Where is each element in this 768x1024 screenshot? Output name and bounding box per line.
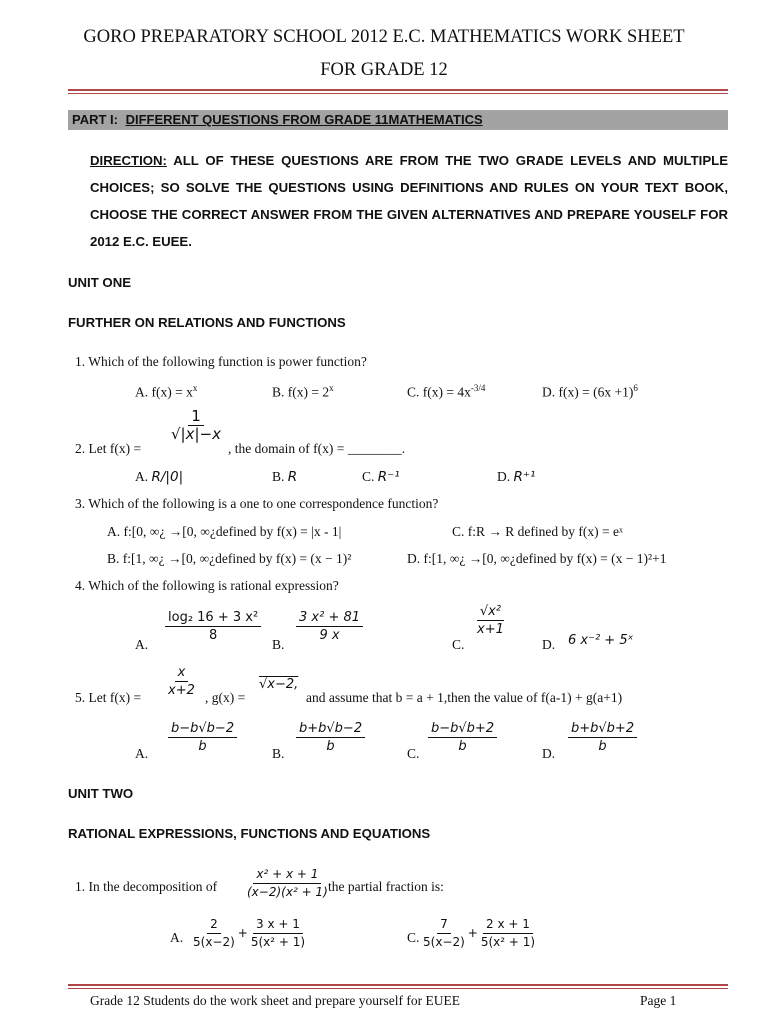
question-1-stem: 1. Which of the following function is power function?: [75, 354, 367, 369]
q4-label-d: D.: [542, 637, 556, 652]
q5-option-d: $\frac{b+b√b+2}{b}$: [568, 720, 637, 755]
q1-option-b: B. $f(x) = 2^x$: [272, 383, 334, 400]
footer-rule-thin: [68, 988, 728, 989]
q4-option-d: 6 x⁻² + 5ˣ: [568, 633, 634, 648]
q2-option-b: B. R: [272, 469, 298, 485]
q5-stem-post: and assume that b = a + 1,then the value of f(a-1) + g(a+1): [306, 690, 623, 705]
q3-option-a: A. f:[0, ∞¿ →[0, ∞¿defined by f(x) = |x - 1|: [107, 524, 342, 539]
q5-option-a: $\frac{b-b√b-2}{b}$: [168, 720, 237, 755]
q1-option-a: A. $f(x) = x^x$: [135, 383, 198, 400]
question-3-stem: 3. Which of the following is a one to one correspondence function?: [75, 496, 439, 511]
q5-g-value: √x−2,: [259, 677, 299, 692]
q1-option-c: C. $f(x) = 4x^{-3/4}$: [407, 383, 486, 400]
u2-q1-option-c: $\frac{7}{5(x-2)}$ + $\frac{2 x + 1}{\text{5(x² + 1)}}$: [423, 917, 536, 949]
q5-option-c: $\frac{b-b√b+2}{b}$: [428, 720, 497, 755]
page-number: Page 1: [640, 993, 677, 1008]
q3-option-c: C. f:R → R defined by f(x) = eˣ: [452, 524, 623, 539]
unit-one-subtitle: FURTHER ON RELATIONS AND FUNCTIONS: [68, 315, 346, 330]
part-title: DIFFERENT QUESTIONS FROM GRADE 11MATHEMATICS: [125, 112, 483, 127]
q1-option-d: D. $f(x) = (6x +1)^6$: [542, 383, 638, 400]
header-rule-thick: [68, 89, 728, 91]
u2-q1-option-a: $\frac{2}{5(x-2)}$ + $\frac{3 x + 1}{\text{5(x² + 1)}}$: [193, 917, 306, 949]
u2-q1-label-a: A.: [170, 930, 184, 945]
direction-paragraph: [90, 147, 728, 255]
u2-q1-stem-post: the partial fraction is:: [328, 879, 444, 894]
q2-stem-post: , the domain of f(x) = ________.: [228, 441, 406, 456]
footer-note: Grade 12 Students do the work sheet and prepare yourself for EUEE: [90, 993, 461, 1008]
q4-option-b: $\frac{\text{3 x² + 81}}{9 x}$: [296, 609, 363, 644]
q2-option-a: A. R/|0|: [135, 469, 184, 485]
unit-two-subtitle: RATIONAL EXPRESSIONS, FUNCTIONS AND EQUATIONS: [68, 826, 431, 841]
q4-label-c: C.: [452, 637, 465, 652]
u2-q1-fraction: $\frac{\text{x² + x + 1}}{\text{(x−2)(x² + 1)}}$: [247, 867, 328, 899]
direction-label: DIRECTION:: [90, 153, 167, 168]
unit-one-title: UNIT ONE: [68, 275, 132, 290]
part-heading: [68, 110, 728, 130]
q5-g-label: , g(x) =: [205, 690, 246, 705]
footer-rule-thick: [68, 984, 728, 986]
part-prefix: PART I:: [72, 112, 122, 127]
unit-two-title: UNIT TWO: [68, 786, 134, 801]
q4-label-b: B.: [272, 637, 285, 652]
u2-q1-stem-pre: 1. In the decomposition of: [75, 879, 218, 894]
u2-q1-label-c: C.: [407, 930, 420, 945]
direction-text: ALL OF THESE QUESTIONS ARE FROM THE TWO GRADE LEVELS AND MULTIPLE CHOICES; SO SOLVE THE QUESTIONS USING DEFINITIONS AND RULES ON YOUR TEXT BOOK, CHOOSE THE CORRECT ANSWER FROM THE GIVEN ALTERNATIVES AND PREPARE YOUSELF FOR 2012 E.C. EUEE.: [90, 153, 728, 249]
header-rule-thin: [68, 93, 728, 94]
q3-option-b: B. f:[1, ∞¿ →[0, ∞¿defined by f(x) = (x − 1)²: [107, 551, 352, 566]
q4-label-a: A.: [135, 637, 149, 652]
worksheet-title: GORO PREPARATORY SCHOOL 2012 E.C. MATHEMATICS WORK SHEET: [83, 27, 685, 47]
q2-option-d: D. R⁺¹: [497, 469, 536, 485]
question-4-stem: 4. Which of the following is rational expression?: [75, 578, 339, 593]
q2-stem-pre: 2. Let f(x) =: [75, 441, 142, 456]
q5-label-d: D.: [542, 746, 556, 761]
q5-label-b: B.: [272, 746, 285, 761]
q5-option-b: $\frac{b+b√b-2}{b}$: [296, 720, 365, 755]
worksheet-subtitle: FOR GRADE 12: [320, 60, 448, 80]
q4-option-a: $\frac{\text{log₂ 16 + 3 x²}}{8}$: [165, 609, 261, 644]
q5-stem-pre: 5. Let f(x) =: [75, 690, 142, 705]
q5-label-a: A.: [135, 746, 149, 761]
q5-f-fraction: $\frac{x}{x+2}$: [168, 665, 195, 698]
q2-option-c: C. R⁻¹: [362, 469, 400, 485]
q5-label-c: C.: [407, 746, 420, 761]
q3-option-d: D. f:[1, ∞¿ →[0, ∞¿defined by f(x) = (x − 1)²+1: [407, 551, 667, 566]
q4-option-c: $\frac{\text{√x²}}{x+1}$: [477, 604, 504, 637]
q2-fraction: $\frac{1}{√|x|-x}$: [171, 407, 221, 443]
